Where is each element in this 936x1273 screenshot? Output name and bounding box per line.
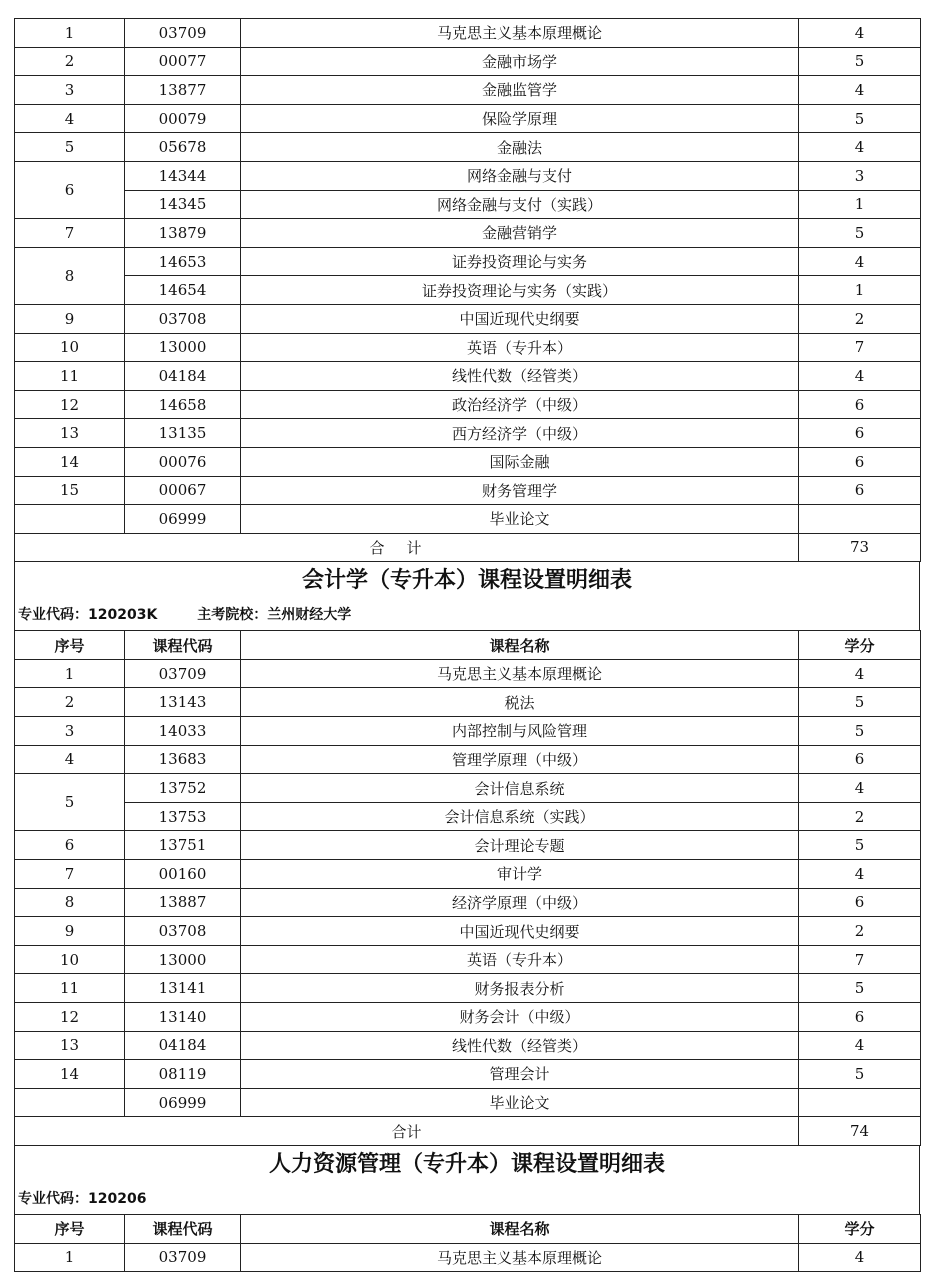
code-cell: 13135 [125, 419, 241, 448]
course-name-cell: 财务报表分析 [241, 974, 799, 1003]
credit-cell: 4 [799, 247, 921, 276]
table-row [15, 247, 921, 276]
seq-cell: 1 [15, 659, 125, 688]
seq-cell: 8 [15, 888, 125, 917]
seq-cell: 14 [15, 447, 125, 476]
table-row [15, 505, 921, 534]
course-name-cell: 证券投资理论与实务（实践） [241, 276, 799, 305]
header-name: 课程名称 [241, 631, 799, 660]
seq-cell: 14 [15, 1060, 125, 1089]
table-row [15, 362, 921, 391]
seq-cell: 6 [15, 831, 125, 860]
hr-course-table [14, 1214, 921, 1272]
table-row [15, 219, 921, 248]
seq-cell: 1 [15, 19, 125, 48]
credit-cell: 4 [799, 133, 921, 162]
table-row [15, 190, 921, 219]
course-name-cell: 财务管理学 [241, 476, 799, 505]
seq-cell: 13 [15, 1031, 125, 1060]
credit-cell: 7 [799, 333, 921, 362]
course-name-cell: 马克思主义基本原理概论 [241, 19, 799, 48]
code-cell: 13751 [125, 831, 241, 860]
credit-cell: 6 [799, 745, 921, 774]
credit-cell: 1 [799, 190, 921, 219]
table-row [15, 1243, 921, 1272]
table-row [15, 802, 921, 831]
code-cell: 13140 [125, 1003, 241, 1032]
table-row [15, 974, 921, 1003]
course-name-cell: 会计信息系统 [241, 774, 799, 803]
seq-cell: 9 [15, 304, 125, 333]
credit-cell: 5 [799, 47, 921, 76]
table-row [15, 1060, 921, 1089]
table-row [15, 659, 921, 688]
code-cell: 03708 [125, 304, 241, 333]
seq-cell: 2 [15, 688, 125, 717]
table-row [15, 47, 921, 76]
credit-cell: 1 [799, 276, 921, 305]
header-code: 课程代码 [125, 631, 241, 660]
table-row [15, 774, 921, 803]
credit-cell: 6 [799, 390, 921, 419]
total-value: 73 [799, 533, 921, 562]
course-name-cell: 经济学原理（中级） [241, 888, 799, 917]
course-name-cell: 英语（专升本） [241, 945, 799, 974]
table-row [15, 1088, 921, 1117]
table-row [15, 860, 921, 889]
finance-course-table [14, 18, 921, 562]
credit-cell: 5 [799, 831, 921, 860]
course-name-cell: 金融法 [241, 133, 799, 162]
credit-cell: 2 [799, 917, 921, 946]
course-name-cell: 金融监管学 [241, 76, 799, 105]
seq-cell: 3 [15, 717, 125, 746]
seq-cell: 7 [15, 219, 125, 248]
credit-cell: 4 [799, 860, 921, 889]
code-cell: 00160 [125, 860, 241, 889]
credit-cell [799, 1088, 921, 1117]
seq-cell: 13 [15, 419, 125, 448]
table-row [15, 1003, 921, 1032]
code-cell: 04184 [125, 362, 241, 391]
course-name-cell: 财务会计（中级） [241, 1003, 799, 1032]
table-row [15, 276, 921, 305]
credit-cell: 2 [799, 802, 921, 831]
course-name-cell: 线性代数（经管类） [241, 362, 799, 391]
seq-cell: 3 [15, 76, 125, 105]
code-cell: 13753 [125, 802, 241, 831]
accounting-title: 会计学（专升本）课程设置明细表 [14, 562, 920, 600]
credit-cell: 4 [799, 659, 921, 688]
code-cell: 03709 [125, 1243, 241, 1272]
credit-cell: 4 [799, 362, 921, 391]
course-name-cell: 英语（专升本） [241, 333, 799, 362]
table-row [15, 19, 921, 48]
course-name-cell: 中国近现代史纲要 [241, 917, 799, 946]
code-cell: 03709 [125, 19, 241, 48]
course-name-cell: 中国近现代史纲要 [241, 304, 799, 333]
document-page [14, 18, 920, 1272]
total-label: 合计 [15, 533, 799, 562]
table-row [15, 333, 921, 362]
code-cell: 00077 [125, 47, 241, 76]
code-cell: 13879 [125, 219, 241, 248]
total-value: 74 [799, 1117, 921, 1146]
code-cell: 00067 [125, 476, 241, 505]
seq-cell: 7 [15, 860, 125, 889]
course-name-cell: 国际金融 [241, 447, 799, 476]
code-cell: 13000 [125, 333, 241, 362]
code-cell: 04184 [125, 1031, 241, 1060]
table-row [15, 161, 921, 190]
header-seq: 序号 [15, 1214, 125, 1243]
course-name-cell: 会计信息系统（实践） [241, 802, 799, 831]
hr-title: 人力资源管理（专升本）课程设置明细表 [14, 1146, 920, 1184]
seq-cell: 11 [15, 974, 125, 1003]
table-row [15, 419, 921, 448]
course-name-cell: 网络金融与支付（实践） [241, 190, 799, 219]
credit-cell: 4 [799, 1243, 921, 1272]
course-name-cell: 管理学原理（中级） [241, 745, 799, 774]
code-cell: 13877 [125, 76, 241, 105]
code-cell: 00076 [125, 447, 241, 476]
code-cell: 13752 [125, 774, 241, 803]
table-row [15, 688, 921, 717]
code-cell: 14653 [125, 247, 241, 276]
credit-cell: 4 [799, 76, 921, 105]
table-row [15, 945, 921, 974]
credit-cell: 5 [799, 717, 921, 746]
total-row [15, 533, 921, 562]
seq-cell: 4 [15, 745, 125, 774]
credit-cell: 2 [799, 304, 921, 333]
credit-cell: 7 [799, 945, 921, 974]
table-row [15, 717, 921, 746]
course-name-cell: 线性代数（经管类） [241, 1031, 799, 1060]
code-cell: 13143 [125, 688, 241, 717]
seq-cell: 1 [15, 1243, 125, 1272]
code-cell: 05678 [125, 133, 241, 162]
seq-cell: 6 [15, 161, 125, 218]
code-cell: 13683 [125, 745, 241, 774]
code-cell: 13887 [125, 888, 241, 917]
accounting-course-table [14, 630, 921, 1146]
credit-cell: 5 [799, 974, 921, 1003]
credit-cell: 3 [799, 161, 921, 190]
header-name: 课程名称 [241, 1214, 799, 1243]
table-row [15, 104, 921, 133]
course-name-cell: 审计学 [241, 860, 799, 889]
accounting-major-code: 专业代码：120203K [18, 607, 158, 624]
code-cell: 08119 [125, 1060, 241, 1089]
code-cell: 14658 [125, 390, 241, 419]
code-cell: 13000 [125, 945, 241, 974]
course-name-cell: 内部控制与风险管理 [241, 717, 799, 746]
total-row [15, 1117, 921, 1146]
table-row [15, 447, 921, 476]
seq-cell: 12 [15, 1003, 125, 1032]
credit-cell [799, 505, 921, 534]
header-seq: 序号 [15, 631, 125, 660]
course-name-cell: 保险学原理 [241, 104, 799, 133]
seq-cell [15, 1088, 125, 1117]
code-cell: 03708 [125, 917, 241, 946]
credit-cell: 4 [799, 1031, 921, 1060]
course-name-cell: 证券投资理论与实务 [241, 247, 799, 276]
header-credit: 学分 [799, 1214, 921, 1243]
credit-cell: 6 [799, 447, 921, 476]
table-row [15, 76, 921, 105]
seq-cell [15, 505, 125, 534]
seq-cell: 5 [15, 133, 125, 162]
credit-cell: 6 [799, 419, 921, 448]
course-name-cell: 马克思主义基本原理概论 [241, 1243, 799, 1272]
header-code: 课程代码 [125, 1214, 241, 1243]
seq-cell: 8 [15, 247, 125, 304]
seq-cell: 15 [15, 476, 125, 505]
seq-cell: 4 [15, 104, 125, 133]
course-name-cell: 管理会计 [241, 1060, 799, 1089]
course-name-cell: 西方经济学（中级） [241, 419, 799, 448]
accounting-meta [14, 600, 920, 630]
credit-cell: 5 [799, 1060, 921, 1089]
seq-cell: 5 [15, 774, 125, 831]
seq-cell: 11 [15, 362, 125, 391]
course-name-cell: 马克思主义基本原理概论 [241, 659, 799, 688]
table-row [15, 745, 921, 774]
course-name-cell: 税法 [241, 688, 799, 717]
credit-cell: 6 [799, 1003, 921, 1032]
seq-cell: 2 [15, 47, 125, 76]
table-row [15, 476, 921, 505]
course-name-cell: 网络金融与支付 [241, 161, 799, 190]
code-cell: 14345 [125, 190, 241, 219]
seq-cell: 12 [15, 390, 125, 419]
seq-cell: 9 [15, 917, 125, 946]
table-header-row [15, 1214, 921, 1243]
seq-cell: 10 [15, 333, 125, 362]
table-row [15, 917, 921, 946]
table-row [15, 133, 921, 162]
header-credit: 学分 [799, 631, 921, 660]
code-cell: 14033 [125, 717, 241, 746]
code-cell: 14654 [125, 276, 241, 305]
course-name-cell: 毕业论文 [241, 505, 799, 534]
table-row [15, 1031, 921, 1060]
code-cell: 06999 [125, 505, 241, 534]
code-cell: 14344 [125, 161, 241, 190]
hr-major-code: 专业代码：120206 [18, 1190, 147, 1207]
accounting-school: 主考院校：兰州财经大学 [197, 607, 352, 624]
table-header-row [15, 631, 921, 660]
table-row [15, 304, 921, 333]
credit-cell: 5 [799, 219, 921, 248]
seq-cell: 10 [15, 945, 125, 974]
course-name-cell: 金融营销学 [241, 219, 799, 248]
table-row [15, 390, 921, 419]
code-cell: 00079 [125, 104, 241, 133]
table-row [15, 888, 921, 917]
total-label: 合计 [15, 1117, 799, 1146]
credit-cell: 5 [799, 104, 921, 133]
table-row [15, 831, 921, 860]
credit-cell: 5 [799, 688, 921, 717]
code-cell: 03709 [125, 659, 241, 688]
hr-meta [14, 1184, 920, 1214]
code-cell: 06999 [125, 1088, 241, 1117]
code-cell: 13141 [125, 974, 241, 1003]
credit-cell: 4 [799, 774, 921, 803]
course-name-cell: 会计理论专题 [241, 831, 799, 860]
course-name-cell: 政治经济学（中级） [241, 390, 799, 419]
credit-cell: 6 [799, 476, 921, 505]
course-name-cell: 毕业论文 [241, 1088, 799, 1117]
credit-cell: 6 [799, 888, 921, 917]
credit-cell: 4 [799, 19, 921, 48]
course-name-cell: 金融市场学 [241, 47, 799, 76]
